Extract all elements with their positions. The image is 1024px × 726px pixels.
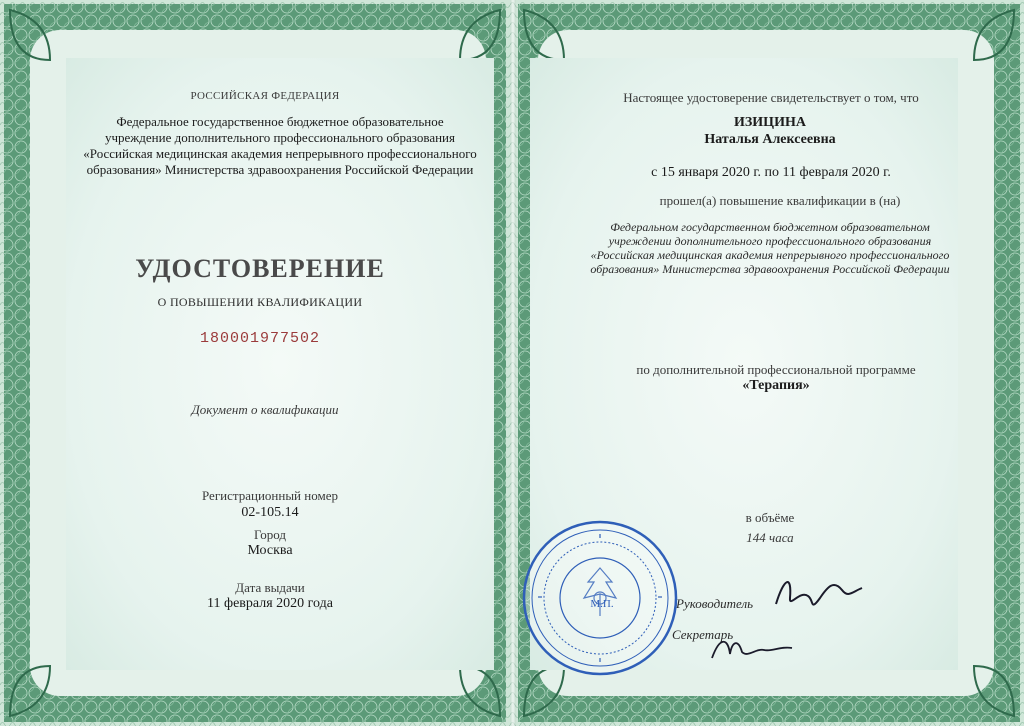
training-period: с 15 января 2020 г. по 11 февраля 2020 г.	[651, 165, 891, 180]
document-type: Документ о квалификации	[191, 402, 339, 417]
org-line: учреждение дополнительного профессионального образования	[104, 130, 455, 145]
holder-surname: ИЗИЦИНА	[734, 115, 806, 130]
volume-value: 144 часа	[746, 530, 794, 545]
document-subtitle: О ПОВЫШЕНИИ КВАЛИФИКАЦИИ	[157, 295, 363, 309]
issue-date-value: 11 февраля 2020 года	[207, 596, 333, 611]
city-value: Москва	[247, 543, 293, 558]
volume-label: в объёме	[745, 510, 795, 525]
org-line: учреждении дополнительного профессионального образования	[608, 234, 932, 248]
org-line: «Российская медицинская академия непрерывного профессионального	[83, 146, 477, 161]
passed-text: прошел(а) повышение квалификации в (на)	[659, 193, 901, 208]
secretary-signature-label: Секретарь	[672, 627, 734, 642]
org-line: Федеральном государственном бюджетном образовательном	[610, 220, 930, 234]
country-header: РОССИЙСКАЯ ФЕДЕРАЦИЯ	[190, 90, 340, 102]
registration-label: Регистрационный номер	[202, 488, 338, 503]
training-organization	[560, 220, 980, 276]
intro-text: Настоящее удостоверение свидетельствует о том, что	[623, 90, 919, 105]
org-line: «Российская медицинская академия непрерывного профессионального	[590, 248, 950, 262]
document-title: УДОСТОВЕРЕНИЕ	[135, 254, 385, 283]
head-signature	[770, 568, 870, 618]
program-name: «Терапия»	[742, 378, 810, 393]
issuing-organization	[70, 114, 490, 178]
program-intro: по дополнительной профессиональной программе	[636, 362, 916, 377]
seal-center-letters: М.П.	[590, 598, 614, 610]
org-line: Федеральное государственное бюджетное образовательное	[116, 114, 444, 129]
serial-number: 180001977502	[199, 330, 321, 347]
org-line: образования» Министерства здравоохранения Российской Федерации	[590, 262, 950, 276]
org-line: образования» Министерства здравоохранения Российской Федерации	[86, 162, 474, 177]
city-label: Город	[253, 527, 287, 542]
holder-given-names: Наталья Алексеевна	[704, 132, 836, 147]
head-signature-label: Руководитель	[676, 596, 754, 611]
registration-number: 02-105.14	[241, 505, 299, 520]
secretary-signature	[708, 628, 798, 668]
center-fold	[510, 0, 516, 726]
issue-date-label: Дата выдачи	[235, 580, 305, 595]
